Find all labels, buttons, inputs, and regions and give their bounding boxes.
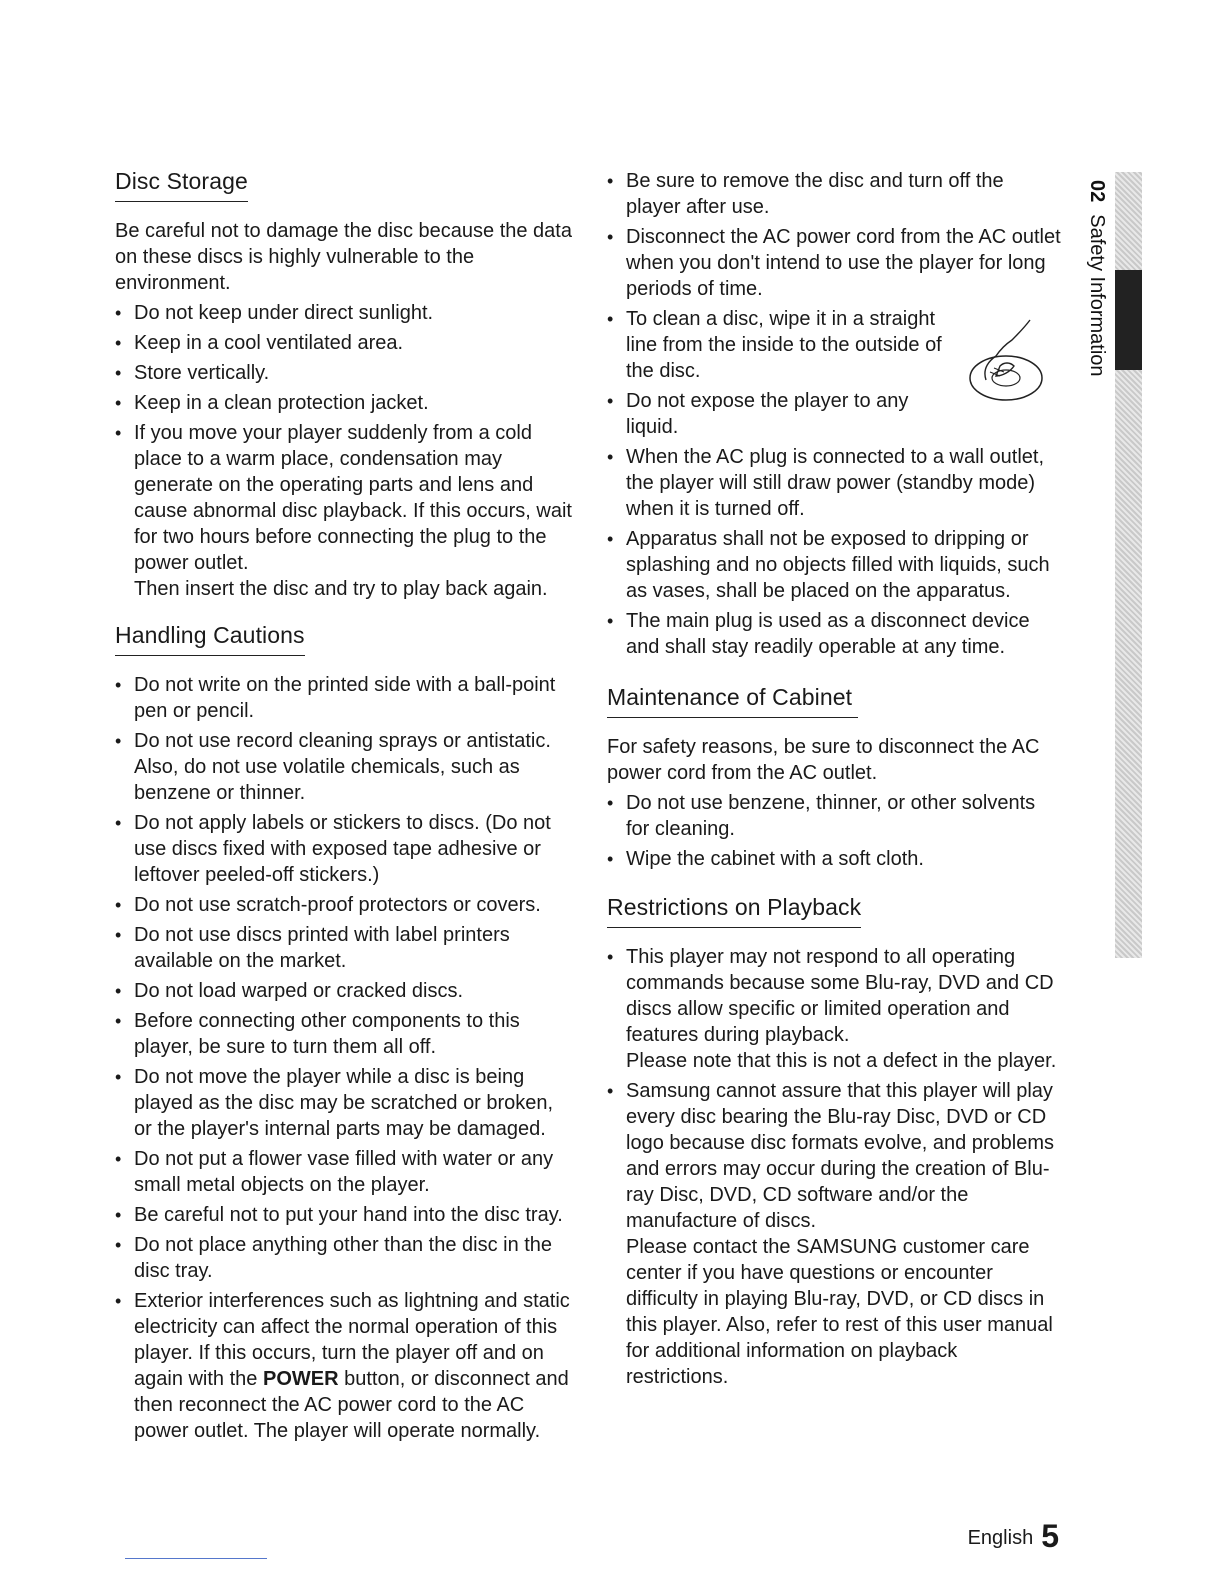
disc-storage-list — [115, 300, 575, 602]
list-item: • Do not use discs printed with label printers available on the market. — [115, 922, 575, 974]
maintenance-heading: Maintenance of Cabinet — [607, 684, 858, 718]
list-item: • Do not put a flower vase filled with water or any small metal objects on the player. — [115, 1146, 575, 1198]
chapter-title: Safety Information — [1086, 214, 1108, 377]
maintenance-list — [607, 790, 1062, 872]
disc-storage-heading: Disc Storage — [115, 168, 248, 202]
side-tab-label — [1084, 180, 1108, 410]
maintenance-section — [607, 684, 1062, 872]
page-number: 5 — [1041, 1518, 1059, 1554]
list-item: • Do not use record cleaning sprays or antistatic. Also, do not use volatile chemicals, such as benzene or thinner. — [115, 728, 575, 806]
list-item: • Do not use benzene, thinner, or other solvents for cleaning. — [607, 790, 1062, 842]
list-item: • Apparatus shall not be exposed to dripping or splashing and no objects filled with liquids, such as vases, shall be placed on the apparatus. — [607, 526, 1062, 604]
list-item: • Disconnect the AC power cord from the AC outlet when you don't intend to use the player for long periods of time. — [607, 224, 1062, 302]
list-item-text: button, or disconnect and then reconnect the AC power cord to the AC power outlet. The player will operate normally. — [134, 1368, 569, 1442]
list-item: • Be sure to remove the disc and turn off the player after use. — [607, 168, 1062, 220]
left-column — [115, 168, 575, 1458]
list-item — [607, 1078, 1062, 1390]
general-cautions-list — [607, 168, 1062, 660]
restrictions-section — [607, 894, 1062, 1390]
list-item: • Store vertically. — [115, 360, 575, 386]
list-item-extra: Then insert the disc and try to play back again. — [134, 578, 548, 600]
footer-language: English — [967, 1527, 1034, 1549]
list-item — [607, 944, 1062, 1074]
list-item — [115, 420, 575, 602]
list-item: • Before connecting other components to this player, be sure to turn them all off. — [115, 1008, 575, 1060]
bottom-rule — [125, 1558, 267, 1559]
chapter-number: 02 — [1086, 180, 1108, 203]
list-item-text: Exterior interferences such as lightning and static electricity can affect the normal operation of this player. If this occurs, turn the player off and on again with the — [134, 1290, 570, 1390]
side-tab-strip — [1115, 172, 1142, 958]
list-item-text: This player may not respond to all operating commands because some Blu-ray, DVD and CD discs allow specific or limited operation and features during playback. — [626, 946, 1054, 1046]
restrictions-list — [607, 944, 1062, 1390]
power-button-label: POWER — [262, 1368, 339, 1390]
disc-storage-section — [115, 168, 575, 602]
maintenance-intro: For safety reasons, be sure to disconnect the AC power cord from the AC outlet. — [607, 736, 1040, 784]
list-item: • Do not load warped or cracked discs. — [115, 978, 575, 1004]
list-item: • Be careful not to put your hand into the disc tray. — [115, 1202, 575, 1228]
list-item — [115, 1288, 575, 1444]
side-tab-text — [1085, 180, 1108, 377]
list-item-text: Samsung cannot assure that this player will play every disc bearing the Blu-ray Disc, DVD or CD logo because disc formats evolve, and problems and errors may occur during the creation of Blu-ray Disc, DVD, CD software and/or the manufacture of discs. — [626, 1080, 1055, 1232]
list-item: • Do not write on the printed side with a ball-point pen or pencil. — [115, 672, 575, 724]
list-item: • The main plug is used as a disconnect device and shall stay readily operable at any time. — [607, 608, 1062, 660]
restrictions-heading: Restrictions on Playback — [607, 894, 861, 928]
general-cautions-section — [607, 168, 1062, 660]
disc-cleaning-illustration — [960, 310, 1050, 410]
page-footer — [968, 1518, 1059, 1555]
list-item: • When the AC plug is connected to a wall outlet, the player will still draw power (standby mode) when it is turned off. — [607, 444, 1062, 522]
list-item: • Do not move the player while a disc is being played as the disc may be scratched or broken, or the player's internal parts may be damaged. — [115, 1064, 575, 1142]
list-item: • To clean a disc, wipe it in a straight line from the inside to the outside of the disc. — [607, 306, 1062, 384]
hand-cloth-icon — [985, 320, 1030, 380]
list-item: • Do not apply labels or stickers to discs. (Do not use discs fixed with exposed tape adhesive or leftover peeled-off stickers.) — [115, 810, 575, 888]
list-item-text: If you move your player suddenly from a cold place to a warm place, condensation may generate on the operating parts and lens and cause abnormal disc playback. If this occurs, wait for two hours before connecting the plug to the power outlet. — [134, 422, 572, 574]
handling-cautions-list — [115, 672, 575, 1444]
list-item: • Do not use scratch-proof protectors or covers. — [115, 892, 575, 918]
handling-cautions-section — [115, 622, 575, 1444]
side-tab-marker — [1115, 270, 1142, 370]
list-item: • Keep in a cool ventilated area. — [115, 330, 575, 356]
list-item: • Wipe the cabinet with a soft cloth. — [607, 846, 1062, 872]
handling-cautions-heading: Handling Cautions — [115, 622, 305, 656]
disc-storage-intro: Be careful not to damage the disc because the data on these discs is highly vulnerable to the environment. — [115, 220, 572, 294]
list-item: • Do not expose the player to any liquid. — [607, 388, 1062, 440]
list-item: • Do not keep under direct sunlight. — [115, 300, 575, 326]
list-item: • Do not place anything other than the disc in the disc tray. — [115, 1232, 575, 1284]
list-item-extra: Please contact the SAMSUNG customer care center if you have questions or encounter difficulty in playing Blu-ray, DVD, or CD discs in this player. Also, refer to rest of this user manual for additional information on playback restrictions. — [626, 1236, 1053, 1388]
list-item-extra: Please note that this is not a defect in the player. — [626, 1050, 1057, 1072]
list-item: • Keep in a clean protection jacket. — [115, 390, 575, 416]
